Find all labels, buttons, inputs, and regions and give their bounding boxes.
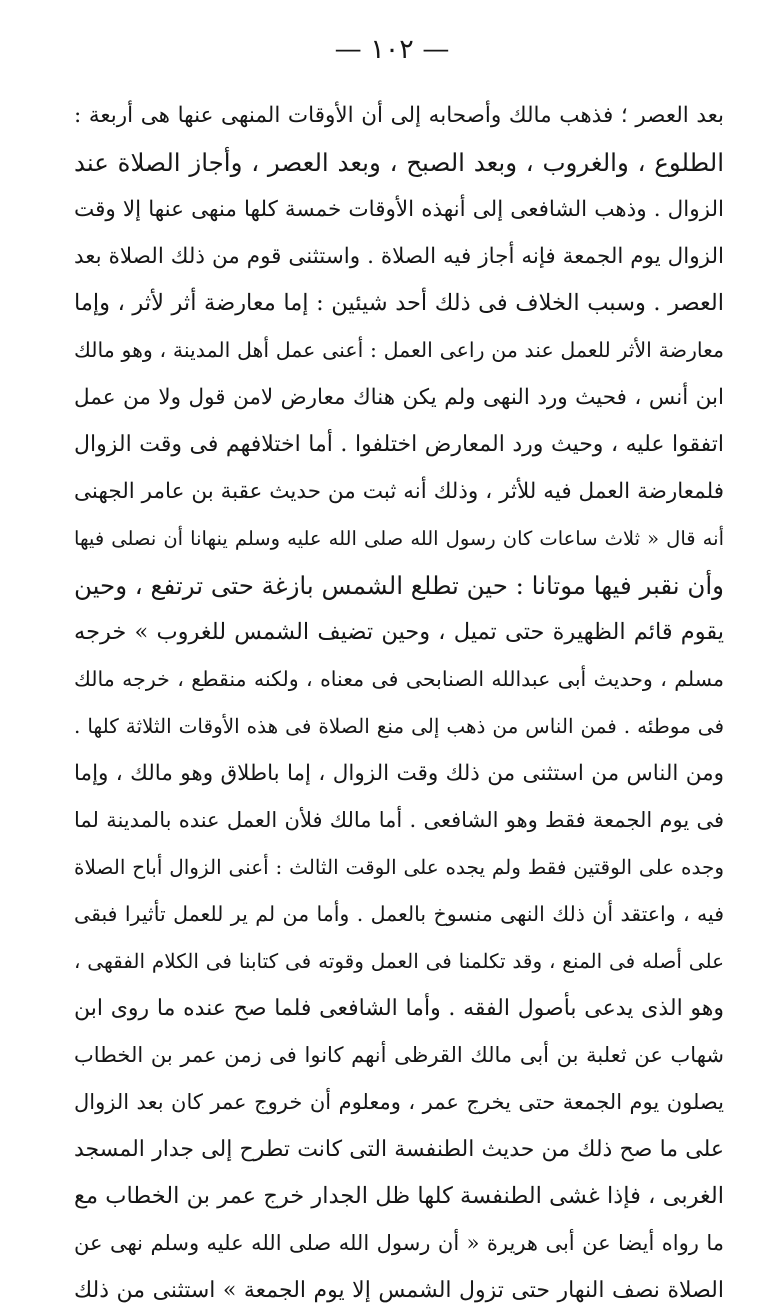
text-line: الزوال . وذهب الشافعى إلى أنهذه الأوقات خمسة كلها منهى عنها إلا وقت — [74, 197, 724, 222]
text-line: بعد العصر ؛ فذهب مالك وأصحابه إلى أن الأوقات المنهى عنها هى أربعة : — [74, 103, 724, 128]
text-line: على أصله فى المنع ، وقد تكلمنا فى العمل وقوته فى كتابنا فى الكلام الفقهى ، — [74, 949, 724, 973]
text-line: ومن الناس من استثنى من ذلك وقت الزوال ، إما باطلاق وهو مالك ، وإما — [74, 761, 724, 786]
text-line: وأن نقبر فيها موتانا : حين تطلع الشمس بازغة حتى ترتفع ، وحين — [74, 571, 724, 600]
text-line: معارضة الأثر للعمل عند من راعى العمل : أعنى عمل أهل المدينة ، وهو مالك — [74, 338, 724, 362]
text-line: أنه قال « ثلاث ساعات كان رسول الله صلى الله عليه وسلم ينهانا أن نصلى فيها — [74, 527, 724, 550]
text-line: فى موطئه . فمن الناس من ذهب إلى منع الصلاة فى هذه الأوقات الثلاثة كلها . — [74, 714, 724, 738]
page-number: — ١٠٢ — — [334, 34, 450, 65]
text-line: على ما صح ذلك من حديث الطنفسة التى كانت تطرح إلى جدار المسجد — [74, 1137, 724, 1162]
page-text — [74, 92, 724, 1314]
text-line: الغربى ، فإذا غشى الطنفسة كلها ظل الجدار خرج عمر بن الخطاب مع — [74, 1183, 724, 1209]
text-line: ما رواه أيضا عن أبى هريرة « أن رسول الله صلى الله عليه وسلم نهى عن — [74, 1231, 724, 1255]
text-line: الزوال يوم الجمعة فإنه أجاز فيه الصلاة . واستثنى قوم من ذلك الصلاة بعد — [74, 244, 724, 269]
text-line: يقوم قائم الظهيرة حتى تميل ، وحين تضيف الشمس للغروب » خرجه — [74, 619, 724, 645]
text-line: فلمعارضة العمل فيه للأثر ، وذلك أنه ثبت من حديث عقبة بن عامر الجهنى — [74, 479, 724, 504]
text-line: يصلون يوم الجمعة حتى يخرج عمر ، ومعلوم أن خروج عمر كان بعد الزوال — [74, 1090, 724, 1114]
text-line: الصلاة نصف النهار حتى تزول الشمس إلا يوم الجمعة » استثنى من ذلك — [74, 1278, 724, 1303]
text-line: ابن أنس ، فحيث ورد النهى ولم يكن هناك معارض لامن قول ولا من عمل — [74, 385, 724, 410]
text-line: فيه ، واعتقد أن ذلك النهى منسوخ بالعمل . وأما من لم ير للعمل تأثيرا فبقى — [74, 902, 724, 926]
text-line: وهو الذى يدعى بأصول الفقه . وأما الشافعى فلما صح عنده ما روى ابن — [74, 996, 724, 1021]
text-line: مسلم ، وحديث أبى عبدالله الصنابحى فى معناه ، ولكنه منقطع ، خرجه مالك — [74, 667, 724, 691]
text-line: العصر . وسبب الخلاف فى ذلك أحد شيئين : إما معارضة أثر لأثر ، وإما — [74, 290, 724, 316]
text-line: الطلوع ، والغروب ، وبعد الصبح ، وبعد العصر ، وأجاز الصلاة عند — [74, 148, 724, 177]
text-line: وجده على الوقتين فقط ولم يجده على الوقت الثالث : أعنى الزوال أباح الصلاة — [74, 855, 724, 879]
text-line: فى يوم الجمعة فقط وهو الشافعى . أما مالك فلأن العمل عنده بالمدينة لما — [74, 808, 724, 832]
text-line: اتفقوا عليه ، وحيث ورد المعارض اختلفوا . أما اختلافهم فى وقت الزوال — [74, 432, 724, 457]
text-line: شهاب عن ثعلبة بن أبى مالك القرظى أنهم كانوا فى زمن عمر بن الخطاب — [74, 1043, 724, 1067]
